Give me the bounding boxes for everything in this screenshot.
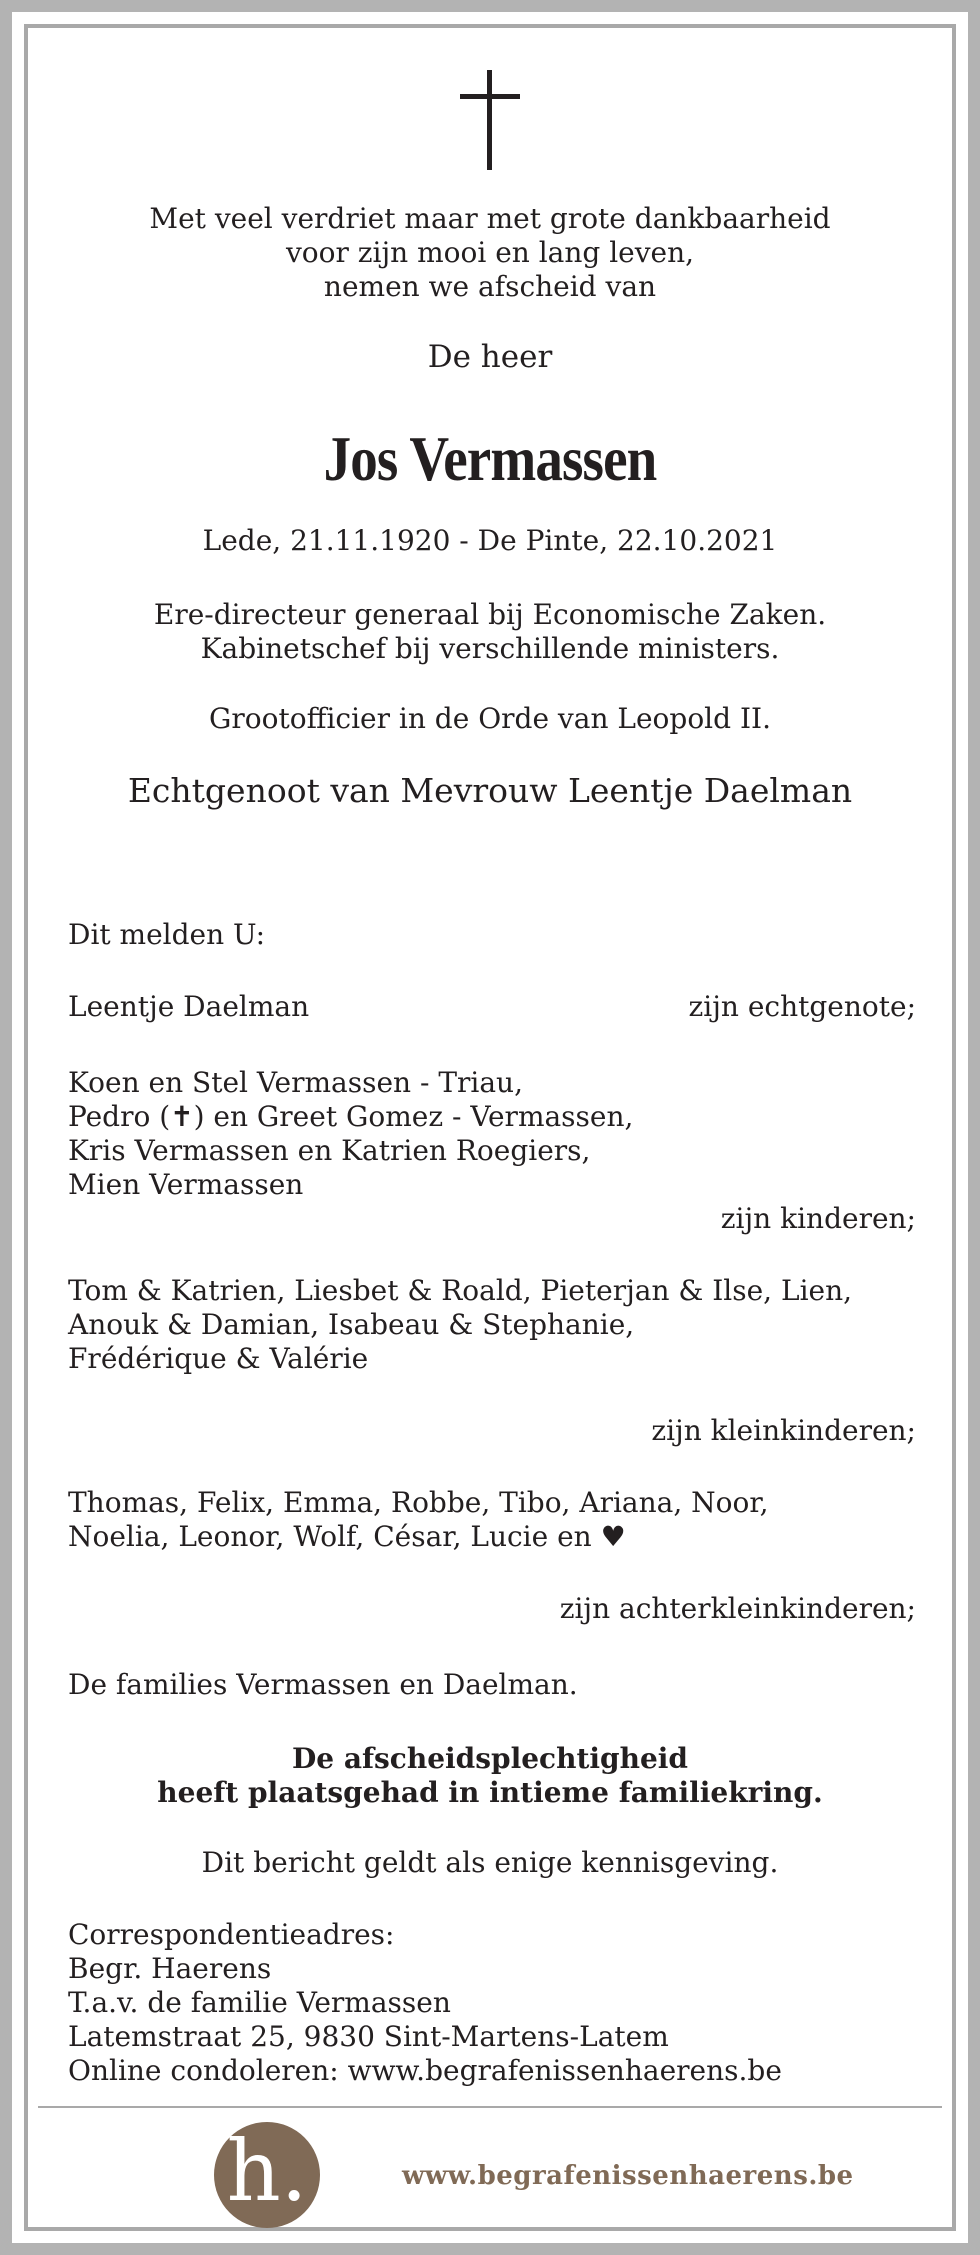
children-line-2: Pedro (✝) en Greet Gomez - Vermassen, bbox=[68, 1100, 634, 1133]
intro-line-1: Met veel verdriet maar met grote dankbaarheid bbox=[149, 202, 831, 235]
footer-divider bbox=[38, 2106, 942, 2108]
children-line-4: Mien Vermassen bbox=[68, 1168, 304, 1201]
obituary-card bbox=[24, 24, 956, 2231]
honor-line: Grootofficier in de Orde van Leopold II. bbox=[209, 702, 771, 735]
children-role: zijn kinderen; bbox=[720, 1202, 916, 1235]
correspondence-line-5: Online condoleren: www.begrafenissenhaerens.be bbox=[68, 2054, 782, 2087]
page-background bbox=[12, 12, 968, 2243]
career-line-1: Ere-directeur generaal bij Economische Zaken. bbox=[153, 598, 827, 631]
grandchildren-line-3: Frédérique & Valérie bbox=[68, 1342, 369, 1375]
spouse-role: zijn echtgenote; bbox=[688, 990, 916, 1023]
life-dates: Lede, 21.11.1920 - De Pinte, 22.10.2021 bbox=[202, 524, 778, 557]
funeral-home-logo bbox=[214, 2122, 320, 2228]
grandchildren-line-1: Tom & Katrien, Liesbet & Roald, Pieterjan & Ilse, Lien, bbox=[68, 1274, 853, 1307]
correspondence-line-2: Begr. Haerens bbox=[68, 1952, 272, 1985]
ceremony-line-2: heeft plaatsgehad in intieme familiekring. bbox=[157, 1776, 823, 1809]
honorific: De heer bbox=[427, 339, 553, 375]
cross-icon bbox=[460, 70, 520, 170]
career-line-2: Kabinetschef bij verschillende ministers. bbox=[200, 632, 780, 665]
correspondence-line-3: T.a.v. de familie Vermassen bbox=[68, 1986, 451, 2019]
spouse-name: Leentje Daelman bbox=[68, 990, 310, 1023]
deceased-name: Jos Vermassen bbox=[323, 423, 657, 494]
logo-letter: h. bbox=[226, 2122, 308, 2220]
grandchildren-role: zijn kleinkinderen; bbox=[651, 1414, 916, 1447]
website-link[interactable]: www.begrafenissenhaerens.be bbox=[402, 2161, 854, 2191]
great-grandchildren-line-1: Thomas, Felix, Emma, Robbe, Tibo, Ariana, Noor, bbox=[68, 1486, 769, 1519]
great-grandchildren-line-2: Noelia, Leonor, Wolf, César, Lucie en ♥ bbox=[68, 1520, 626, 1553]
intro-line-2: voor zijn mooi en lang leven, bbox=[285, 236, 695, 269]
grandchildren-line-2: Anouk & Damian, Isabeau & Stephanie, bbox=[68, 1308, 635, 1341]
spouse-line: Echtgenoot van Mevrouw Leentje Daelman bbox=[127, 771, 853, 810]
great-grandchildren-role: zijn achterkleinkinderen; bbox=[559, 1592, 916, 1625]
ceremony-line-1: De afscheidsplechtigheid bbox=[292, 1742, 688, 1775]
intro-line-3: nemen we afscheid van bbox=[323, 270, 657, 303]
announce-line: Dit melden U: bbox=[68, 918, 266, 951]
children-line-1: Koen en Stel Vermassen - Triau, bbox=[68, 1066, 523, 1099]
notice-line: Dit bericht geldt als enige kennisgeving. bbox=[201, 1846, 779, 1879]
correspondence-line-1: Correspondentieadres: bbox=[68, 1918, 395, 1951]
children-line-3: Kris Vermassen en Katrien Roegiers, bbox=[68, 1134, 591, 1167]
families-line: De families Vermassen en Daelman. bbox=[68, 1668, 578, 1701]
correspondence-line-4: Latemstraat 25, 9830 Sint-Martens-Latem bbox=[68, 2020, 669, 2053]
